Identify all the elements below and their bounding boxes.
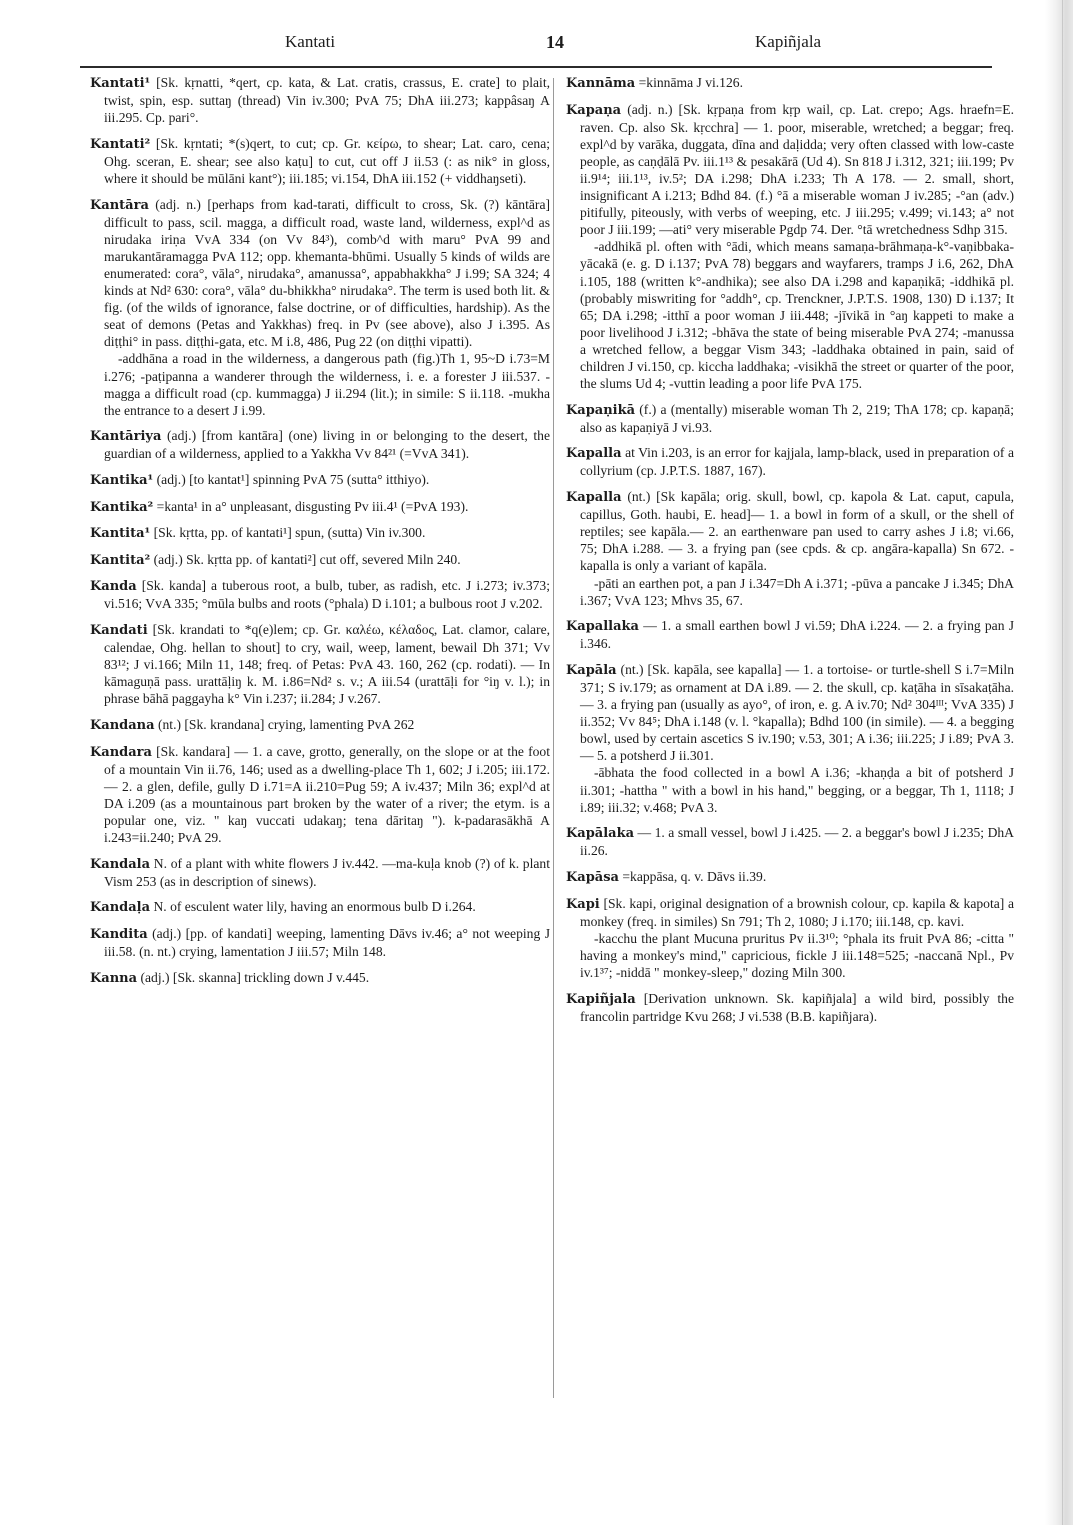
page-edge-line (1062, 0, 1063, 1525)
dictionary-entry (566, 990, 1014, 1025)
entry-compounds: -addhikā pl. often with °ādi, which means samaṇa-brāhmaṇa-k°-vaṇibbaka-yācakā (e. g. D i.137; PvA 78) beggars and wayfarers, tramps J i.6, 262, DhA i.105, 188 (written k°-andhika); see also DA i.298 and kapaṇikā; -iddhikā pl. (probably miswriting for °addh°, cp. Trenckner, J.P.T.S. 1908, 130) D i.137; It 65; DA i.298; -itthī a poor woman J iii.448; -jīvikā in °aŋ kappeti to make a poor livelihood J i.312; -bhāva the state of being miserable PvA 274; -manussa a wretched fellow, a beggar Vism 343; -laddhaka obtained in pain, said of children J vi.150, cp. kiccha laddhaka; -visikhā the street or quarter of the poor, the slums Ud 4; -vuttin leading a poor life PvA 175. (580, 239, 1014, 392)
entry-definition: =kappāsa, q. v. Dāvs ii.39. (622, 868, 767, 884)
entry-headword: Kantita¹ (90, 526, 151, 542)
entry-definition: (adj.) [to kantat¹] spinning PvA 75 (sutta° itthiyo). (156, 471, 430, 487)
left-column (90, 74, 550, 995)
dictionary-entry (90, 969, 550, 987)
entry-definition: [Sk. kṛntati; *(s)qert, to cut; cp. Gr. κείρω, to shear; Lat. caro, cena; Ohg. sceran, E. shear; see also kaṭu] to cut, cut off J ii.53 (: as nik° in gloss, where it should be mūlāni kant°); iii.185; vi.154, DhA iii.152 (+ viddhaŋseti). (104, 135, 550, 186)
entry-headword: Kantāra (90, 197, 149, 213)
entry-definition: (nt.) [Sk. krandana] crying, lamenting PvA 262 (157, 717, 415, 732)
entry-definition: (nt.) [Sk kapāla; orig. skull, bowl, cp. kapola & Lat. caput, capula, capillus, Goth. haubi, E. head]— 1. a bowl in form of a skull, or the shell of reptiles; see kapāla.— 2. an earthenware pan used to carry ashes J i.8; vi.66, 75; DhA i.288. — 3. a frying pan (see cpds. & cp. angāra-kapalla) Sn 672. -kapalla is only a variant of kapāla. (580, 489, 1014, 574)
page-edge-shadow (1045, 0, 1073, 1525)
dictionary-entry (90, 621, 550, 707)
dictionary-entry (90, 898, 550, 916)
entry-headword: Kapaṇa (566, 102, 622, 118)
entry-headword: Kantati¹ (90, 76, 151, 91)
entry-headword: Kantika¹ (90, 472, 154, 488)
entry-compounds: -pāti an earthen pot, a pan J i.347=Dh A i.371; -pūva a pancake J i.345; DhA i.367; VvA 123; Mhvs 35, 67. (580, 575, 1014, 608)
entry-definition: (f.) a (mentally) miserable woman Th 2, 219; ThA 178; cp. kapaṇā; also as kapaṇiyā J vi.93. (580, 401, 1014, 435)
entry-definition: [Sk. kanda] a tuberous root, a bulb, tuber, as radish, etc. J i.273; iv.373; vi.516; VvA 335; °mūla bulbs and roots (°phala) D i.101; a bulbous root J v.202. (104, 578, 550, 612)
right-column (566, 74, 1014, 1033)
entry-definition: [Sk. kandara] — 1. a cave, grotto, generally, on the slope or at the foot of a mountain Vin ii.76, 146; used as a dwelling-place Th 1, 602; J i.205; iii.172. — 2. a glen, defile, gully D i.71=A ii.210=Pug 59; A iv.437; Miln 36; expl^d at DA i.209 (as a mountainous part broken by the water of a river; the etym. is a popular one, viz. " kaŋ vuccati udakaŋ; tena dāritaŋ "). k-padarasākhā A i.243=ii.240; PvA 29. (104, 743, 551, 846)
entry-headword: Kapiñjala (566, 991, 636, 1007)
dictionary-entry (566, 444, 1014, 479)
entry-headword: Kandala (90, 856, 151, 872)
dictionary-entry (566, 868, 1014, 886)
entry-compounds: -addhāna a road in the wilderness, a dangerous path (fig.)Th 1, 95~D i.73=M i.276; -paṭipanna a wanderer through the wilderness, i. e. a forester J iii.537. -magga a difficult road (cp. kummagga) J ii.294 (lit.); in simile: S ii.118. -mukha the entrance to a desert J i.99. (104, 351, 550, 418)
entry-definition: =kanta¹ in a° unpleasant, disgusting Pv iii.4¹ (=PvA 193). (156, 498, 469, 514)
entry-definition: N. of a plant with white flowers J iv.442. —ma-kuḷa knob (?) of k. plant Vism 253 (as in description of sinews). (104, 855, 550, 889)
entry-compounds: -kacchu the plant Mucuna pruritus Pv ii.3¹⁰; °phala its fruit PvA 86; -citta " having a monkey's mind," capricious, fickle J iii.148=525; -naccanā Npl., Pv iv.1³⁷; -niddā " monkey-sleep," dozing Miln 300. (580, 930, 1014, 980)
dictionary-entry (566, 824, 1014, 859)
entry-headword: Kapāsa (566, 869, 619, 885)
entry-headword: Kandati (90, 623, 148, 639)
entry-definition: [Sk. kṛnatti, *qert, cp. kata, & Lat. cratis, crassus, E. crate] to plait, twist, spin, esp. suttaŋ (thread) Vin iv.300; PvA 75; DhA iii.273; kappâsaŋ A iii.295. Cp. pari°. (104, 75, 550, 126)
header-rule (80, 66, 992, 68)
running-header (80, 30, 992, 60)
dictionary-entry (90, 471, 550, 489)
entry-headword: Kantāriya (90, 429, 162, 445)
dictionary-entry (90, 427, 550, 462)
dictionary-entry (566, 401, 1014, 436)
entry-headword: Kapallaka (566, 619, 639, 635)
dictionary-entry (566, 895, 1014, 981)
entry-definition: [Sk. kṛtta, pp. of kantati¹] spun, (sutta) Vin iv.300. (153, 525, 426, 541)
entry-definition: N. of esculent water lily, having an enormous bulb D i.264. (153, 899, 476, 915)
entry-headword: Kapālaka (566, 826, 635, 842)
entry-headword: Kapāla (566, 662, 617, 678)
page-number: 14 (546, 32, 564, 52)
entry-definition: (nt.) [Sk. kapāla, see kapalla] — 1. a tortoise- or turtle-shell S i.7=Miln 371; S iv.179; as ornament at DA i.89. — 2. the skull, cp. kaṭāha in sīsakaṭāha. — 3. a frying pan (usually as ayo°, of iron, e. g. A iv.70; Nd² 304ᴵᴵᴵ; VvA 335) J ii.352; Vv 84⁵; DhA i.148 (v. l. °kapalla); Bdhd 100 (in simile). — 4. a begging bowl, used by certain ascetics S iv.190; v.53, 301; A i.36; iii.225; J i.89; PvA 3. — 5. a potsherd J ii.301. (580, 661, 1014, 764)
entry-definition: =kinnāma J vi.126. (638, 75, 743, 90)
dictionary-entry (90, 524, 550, 542)
entry-headword: Kandara (90, 744, 152, 760)
entry-headword: Kantati² (90, 136, 151, 152)
entry-headword: Kapalla (566, 446, 622, 462)
entry-headword: Kannāma (566, 76, 636, 91)
dictionary-entry (90, 743, 550, 847)
entry-headword: Kanda (90, 579, 137, 595)
entry-definition: (adj. n.) [perhaps from kad-tarati, difficult to cross, Sk. (?) kāntāra] difficult to pass, scil. magga, a difficult road, waste land, wilderness, expl^d as nirudaka iriṇa VvA 334 (on Vv 84³), comb^d with maru° PvA 99 and marukantāramagga PvA 112; opp. khemanta-bhūmi. Usually 5 kinds of wilds are enumerated: cora°, vāla°, nirudaka°, amanussa°, appabhakkha° J i.99; SA 324; 4 kinds at Nd² 630: cora°, vāla° du-bhikkha° nirudaka°. The term is used both lit. & fig. (of the wilds of ignorance, false doctrine, or of difficulties, hardship). As the seat of demons (Petas and Yakkhas) freq. in Pv (see above), also J i.395. As diṭṭhi° in pass. diṭṭhi-gata, etc. M i.8, 486, Pug 22 (on diṭṭhi vipatti). (104, 196, 550, 350)
dictionary-entry (90, 498, 550, 516)
entry-definition: (adj.) [from kantāra] (one) living in or belonging to the desert, the guardian of a wilderness, applied to a Yakkha Vv 84²¹ (=VvA 341). (104, 428, 550, 462)
entry-headword: Kapalla (566, 490, 622, 506)
dictionary-entry (566, 101, 1014, 393)
dictionary-entry (90, 551, 550, 569)
entry-headword: Kandita (90, 926, 148, 942)
entry-headword: Kantika² (90, 499, 154, 515)
dictionary-entry (566, 488, 1014, 609)
dictionary-entry (90, 855, 550, 890)
entry-definition: [Sk. krandati to *q(e)lem; cp. Gr. καλέω, κέλαδος, Lat. clamor, calare, calendae, Ohg. hellan to shout] to cry, wail, weep, lament, bewail Dh 371; Vv 83¹²; J vi.166; Miln 11, 148; freq. of Petas: PvA 43. 160, 262 (cp. rodati). — In kāmaguṇā pass. urattāḷiŋ k. M. i.86=Nd² s. v.; A iii.54 (urattāḷi for °iŋ v. l.); in phrase bāhā paggayha k° Vin i.237; ii.284; J v.267. (104, 622, 550, 707)
entry-definition: (adj.) Sk. kṛtta pp. of kantati²] cut off, severed Miln 240. (153, 551, 461, 567)
entry-definition: at Vin i.203, is an error for kajjala, lamp-black, used in preparation of a collyrium (cp. J.P.T.S. 1887, 167). (580, 445, 1015, 479)
dictionary-entry (566, 74, 1014, 92)
left-guide-word: Kantati (285, 32, 336, 51)
entry-compounds: -ābhata the food collected in a bowl A i.36; -khaṇḍa a bit of potsherd J ii.301; -hattha " with a bowl in his hand," begging, or a beggar, Th 1, 1118; J i.89; iii.32; v.468; PvA 3. (580, 765, 1014, 815)
dictionary-entry (566, 617, 1014, 652)
entry-definition: [Sk. kapi, original designation of a brownish colour, cp. kapila & kapota] a monkey (freq. in similes) Sn 791; Th 2, 1080; J i.170; iii.148, cp. kavi. (580, 895, 1014, 929)
entry-definition: — 1. a small earthen bowl J vi.59; DhA i.224. — 2. a frying pan J i.346. (580, 618, 1014, 652)
entry-definition: (adj.) [Sk. skanna] trickling down J v.445. (140, 969, 370, 985)
entry-headword: Kapaṇikā (566, 402, 636, 418)
entry-definition: (adj.) [pp. of kandati] weeping, lamenting Dāvs iv.46; a° not weeping J iii.58. (n. nt.) crying, lamentation J iii.57; Miln 148. (104, 925, 550, 960)
dictionary-entry (90, 74, 550, 126)
right-guide-word: Kapiñjala (755, 32, 822, 51)
dictionary-entry (90, 135, 550, 187)
dictionary-entry (90, 196, 550, 419)
entry-definition: [Derivation unknown. Sk. kapiñjala] a wild bird, possibly the francolin partridge Kvu 268; J vi.538 (B.B. kapiñjara). (580, 990, 1014, 1024)
column-divider (553, 78, 554, 1398)
dictionary-entry (90, 925, 550, 960)
entry-headword: Kanna (90, 970, 138, 986)
dictionary-entry (566, 661, 1014, 816)
entry-headword: Kandaḷa (90, 900, 151, 916)
entry-headword: Kantita² (90, 552, 151, 568)
entry-headword: Kapi (566, 896, 600, 912)
dictionary-entry (90, 716, 550, 734)
entry-headword: Kandana (90, 718, 155, 733)
entry-definition: (adj. n.) [Sk. kṛpaṇa from kṛp wail, cp. Lat. crepo; Ags. hraefn=E. raven. Cp. also Sk. kṛcchra] — 1. poor, miserable, wretched; a beggar; freq. expl^d by varāka, duggata, dīna and daḷidda; very often classed with low-caste people, as caṇḍālā Pv. iii.1¹³ & pesakārā (Ud 4). Sn 818 J i.312, 321; iii.199; Pv ii.9¹⁴; iii.1¹³, iv.5²; DA i.298; DhA i.233; Th A 178. — 2. small, short, insignificant A i.213; Bdhd 84. (f.) °ā a miserable woman J iv.285; -°an (adv.) pitifully, piteously, with verbs of weeping, etc. J iii.295; v.499; vi.143; a° not poor J iii.199; —ati° very miserable Pgdp 74. Der. °tā wretchedness Sdhp 315. (580, 101, 1014, 238)
dictionary-entry (90, 577, 550, 612)
entry-definition: — 1. a small vessel, bowl J i.425. — 2. a beggar's bowl J i.235; DhA ii.26. (580, 825, 1015, 859)
